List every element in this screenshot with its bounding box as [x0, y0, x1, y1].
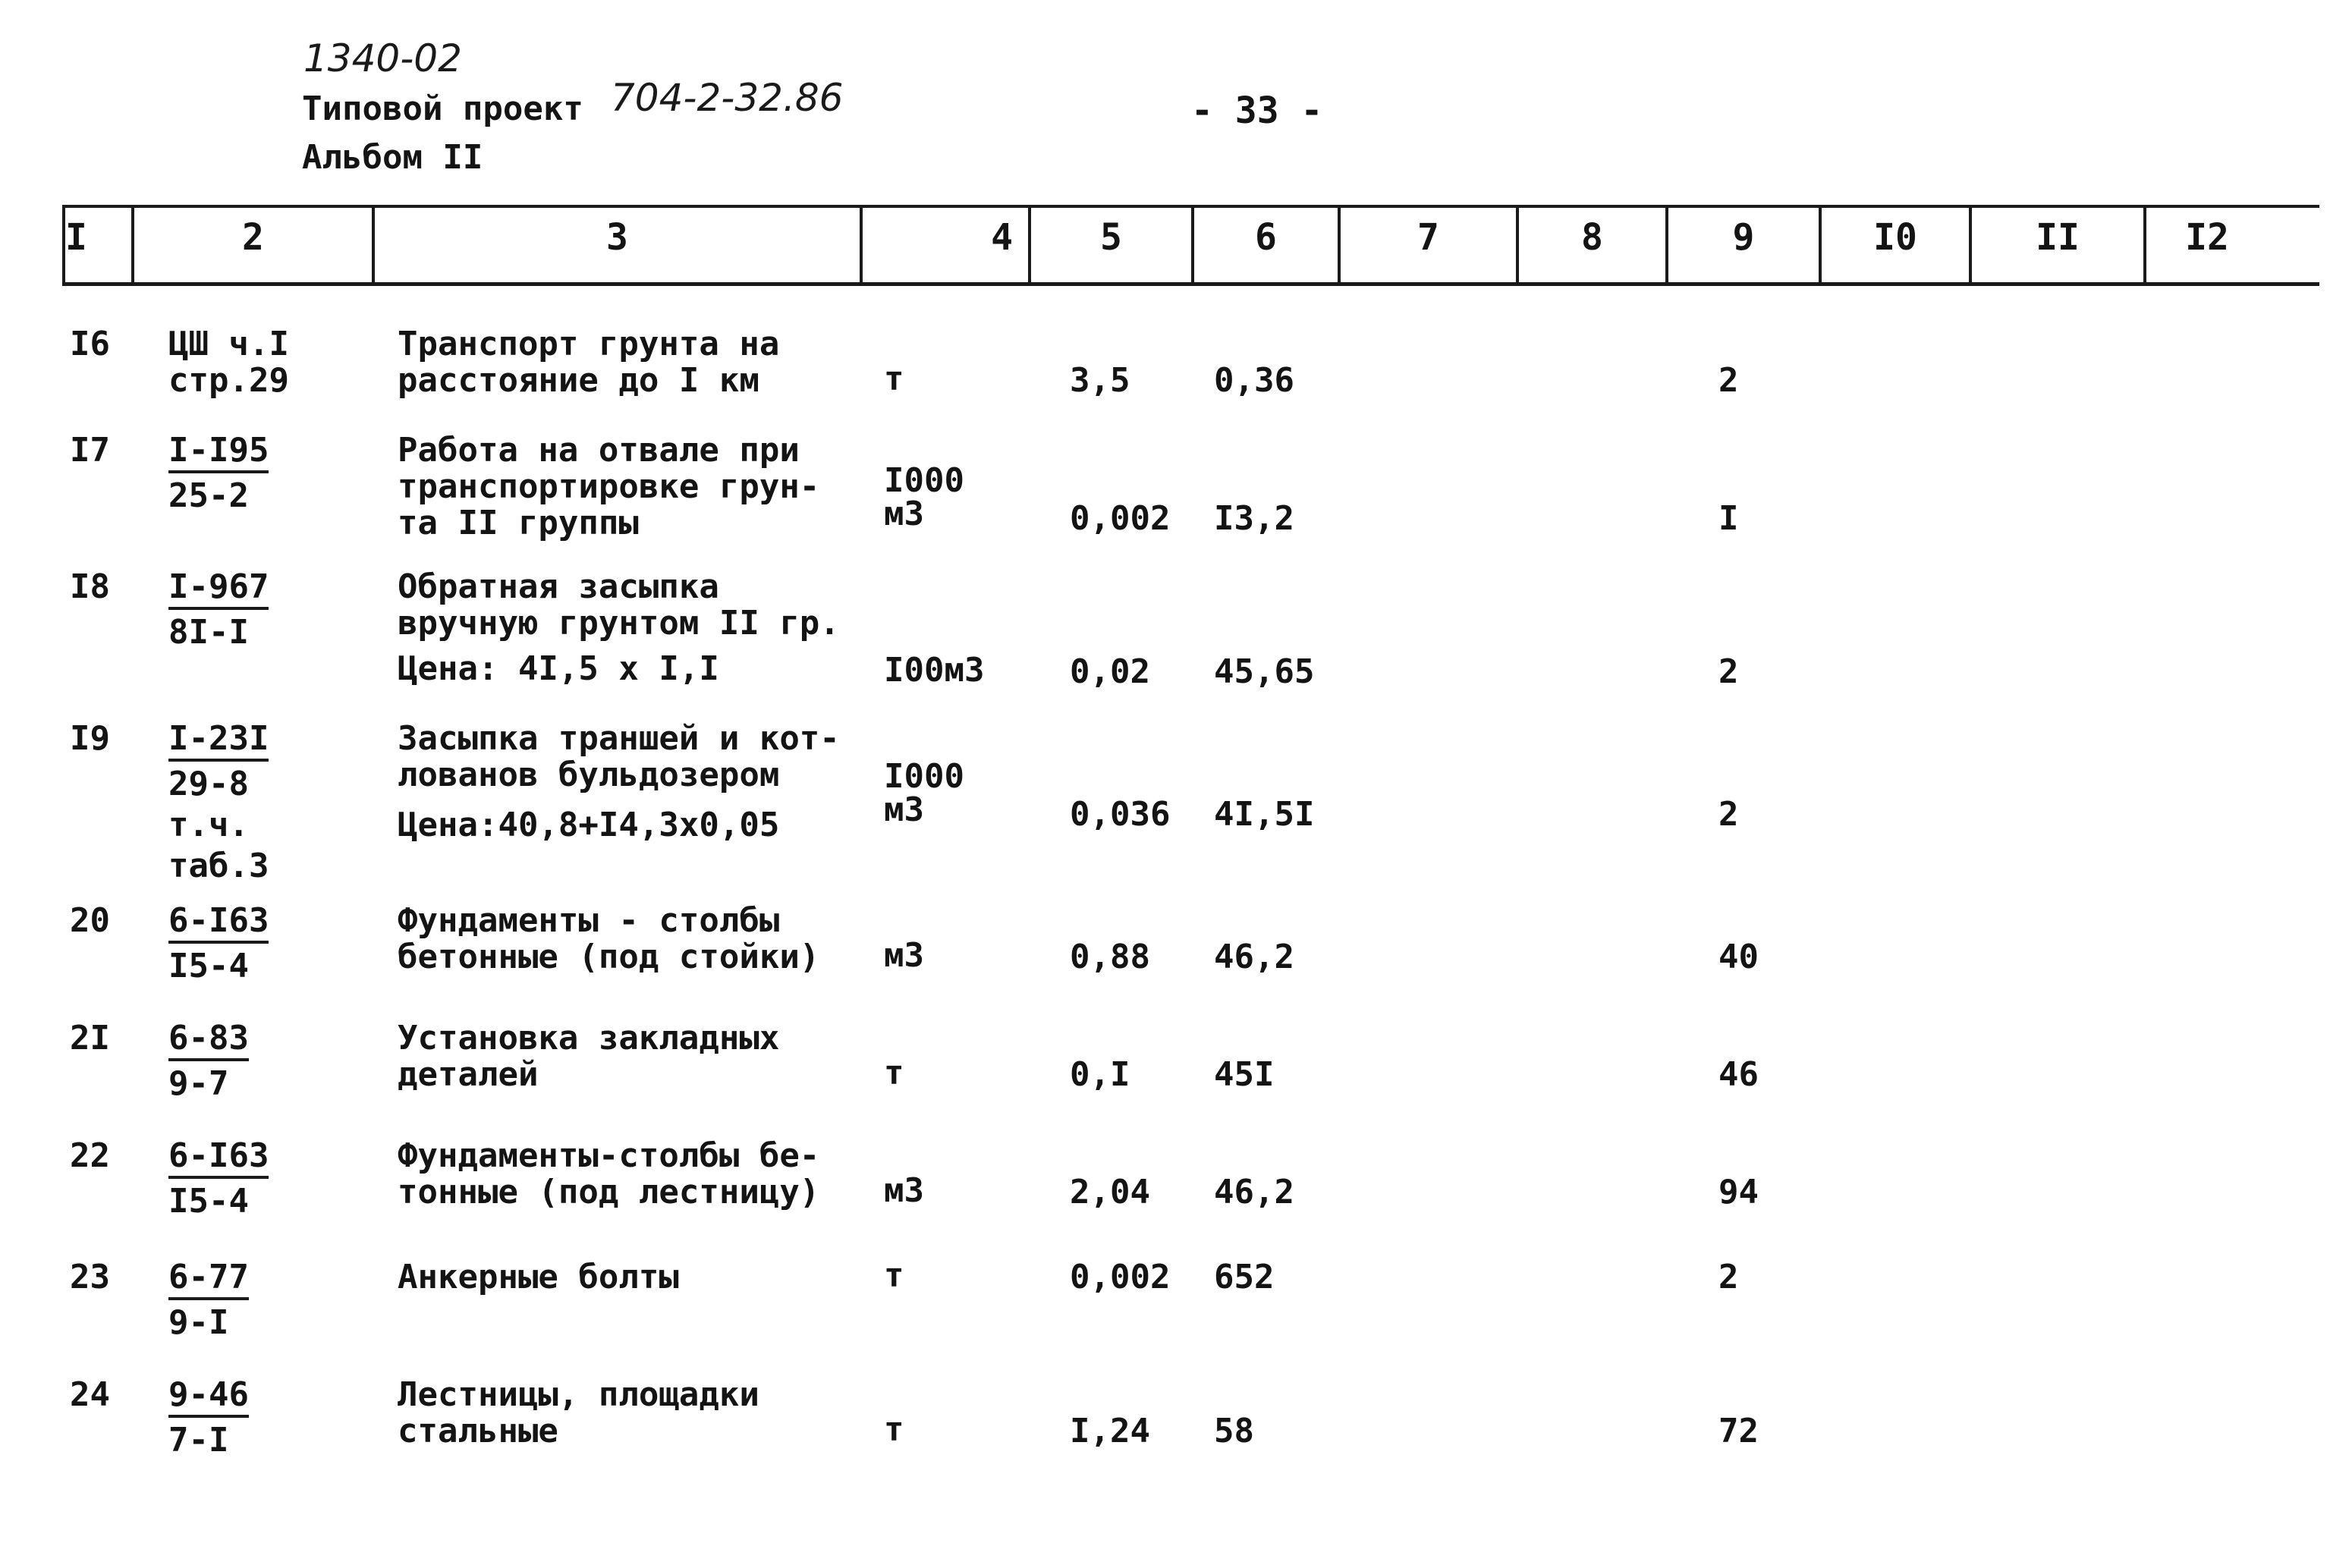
column-9-value: 2 — [1718, 795, 1739, 834]
column-header-6: 6 — [1255, 216, 1277, 259]
column-9-value: 40 — [1718, 938, 1759, 976]
work-description — [398, 1020, 779, 1093]
page-number: - 33 - — [1191, 90, 1323, 132]
norm-code-numerator: I-I95 — [168, 432, 269, 473]
norm-code-denominator: 9-7 — [168, 1064, 229, 1103]
unit-price: 652 — [1214, 1258, 1275, 1296]
norm-code-line: ЦШ ч.I — [168, 325, 289, 363]
norm-code-denominator: т.ч. — [168, 806, 249, 844]
work-description-line: Лестницы, площадки — [398, 1375, 759, 1414]
table-row — [0, 567, 2330, 691]
norm-code — [168, 1377, 249, 1459]
row-number: 20 — [70, 901, 110, 940]
work-description-line: Цена: 4I,5 x I,I — [398, 649, 719, 688]
column-9-value: 72 — [1718, 1412, 1759, 1450]
column-9-value: 2 — [1718, 1258, 1739, 1296]
quantity: I,24 — [1070, 1412, 1150, 1450]
table-row — [0, 326, 2330, 425]
work-description — [398, 326, 779, 399]
column-9-value: 2 — [1718, 361, 1739, 400]
work-description-line: Фундаменты-столбы бе- — [398, 1136, 820, 1175]
work-description-line: бетонные (под стойки) — [398, 938, 820, 976]
quantity: 0,88 — [1070, 938, 1150, 976]
norm-code — [168, 721, 269, 885]
work-description — [398, 1377, 759, 1450]
quantity: 3,5 — [1070, 361, 1130, 400]
work-description-line: расстояние до I км — [398, 361, 759, 400]
column-header-11: II — [2036, 216, 2080, 259]
table-row — [0, 1256, 2330, 1358]
column-header-3: 3 — [606, 216, 628, 259]
doc-code: 1340-02 — [303, 36, 462, 80]
unit: I000 м3 — [884, 461, 964, 533]
work-description-line: Транспорт грунта на — [398, 325, 780, 363]
work-description-line: лованов бульдозером — [398, 756, 780, 794]
quantity: 0,036 — [1070, 795, 1171, 834]
work-description — [398, 903, 819, 976]
quantity: 2,04 — [1070, 1173, 1150, 1211]
work-description — [398, 569, 840, 687]
norm-code — [168, 326, 289, 399]
quantity: 0,002 — [1070, 1258, 1171, 1296]
column-9-value: 2 — [1718, 652, 1739, 691]
column-header-7: 7 — [1417, 216, 1439, 259]
norm-code-denominator: 7-I — [168, 1421, 229, 1460]
norm-code-numerator: 9-46 — [168, 1377, 249, 1418]
column-9-value: 46 — [1718, 1055, 1759, 1094]
row-number: 23 — [70, 1258, 110, 1296]
norm-code-numerator: 6-I63 — [168, 1138, 269, 1179]
row-number: I6 — [70, 325, 110, 363]
unit: т — [884, 1054, 904, 1092]
norm-code-denominator: 8I-I — [168, 613, 249, 652]
norm-code — [168, 1138, 269, 1220]
unit: т — [884, 360, 904, 398]
unit-price: 0,36 — [1214, 361, 1294, 400]
row-number: 2I — [70, 1019, 110, 1057]
row-number: 22 — [70, 1136, 110, 1175]
norm-code-denominator: I5-4 — [168, 947, 249, 985]
norm-code-numerator: I-23I — [168, 721, 269, 762]
work-description — [398, 721, 840, 844]
album-label: Альбом II — [302, 138, 483, 177]
unit-price: 58 — [1214, 1412, 1254, 1450]
table-row — [0, 1377, 2330, 1475]
work-description-line: Установка закладных — [398, 1019, 780, 1057]
quantity: 0,I — [1070, 1055, 1130, 1094]
work-description — [398, 1259, 679, 1296]
norm-code-denominator: таб.3 — [168, 847, 269, 885]
norm-code-denominator: 29-8 — [168, 765, 249, 803]
column-header-1: I — [65, 216, 87, 259]
norm-code-denominator: 25-2 — [168, 476, 249, 515]
unit-price: 4I,5I — [1214, 795, 1315, 834]
column-header-9: 9 — [1732, 216, 1755, 259]
norm-code — [168, 569, 269, 651]
quantity: 0,002 — [1070, 499, 1171, 538]
norm-code-denominator: 9-I — [168, 1303, 229, 1342]
unit-price: 45,65 — [1214, 652, 1315, 691]
unit-price: 45I — [1214, 1055, 1275, 1094]
row-number: I7 — [70, 431, 110, 470]
work-description-line: Засыпка траншей и кот- — [398, 719, 840, 758]
quantity: 0,02 — [1070, 652, 1150, 691]
norm-code — [168, 1259, 249, 1341]
norm-code-denominator: I5-4 — [168, 1182, 249, 1221]
unit-price: I3,2 — [1214, 499, 1294, 538]
work-description-line: Обратная засыпка — [398, 567, 719, 606]
project-label: Типовой проект — [302, 90, 583, 128]
row-number: I8 — [70, 567, 110, 606]
table-row — [0, 1020, 2330, 1119]
unit: I00м3 — [884, 651, 985, 690]
norm-code-numerator: 6-I63 — [168, 903, 269, 944]
column-header-12: I2 — [2185, 216, 2229, 259]
table-row — [0, 1138, 2330, 1236]
norm-code — [168, 432, 269, 514]
work-description-line: Работа на отвале при — [398, 431, 800, 470]
unit: м3 — [884, 936, 924, 975]
table-row — [0, 903, 2330, 1001]
norm-code-numerator: 6-77 — [168, 1259, 249, 1300]
row-number: I9 — [70, 719, 110, 758]
work-description — [398, 432, 819, 542]
work-description-line: Анкерные болты — [398, 1258, 679, 1296]
row-number: 24 — [70, 1375, 110, 1414]
work-description-line: деталей — [398, 1055, 539, 1094]
work-description-line: стальные — [398, 1412, 558, 1450]
column-header-4: 4 — [991, 216, 1013, 259]
column-9-value: I — [1718, 499, 1739, 538]
column-header-8: 8 — [1581, 216, 1603, 259]
column-header-2: 2 — [242, 216, 264, 259]
unit-price: 46,2 — [1214, 1173, 1294, 1211]
work-description-line: та II группы — [398, 504, 639, 542]
work-description-line: Фундаменты - столбы — [398, 901, 780, 940]
column-header-10: I0 — [1873, 216, 1917, 259]
norm-code — [168, 1020, 249, 1102]
unit: I000 м3 — [884, 757, 964, 829]
norm-code-line: стр.29 — [168, 361, 289, 400]
project-number: 704-2-32.86 — [611, 76, 844, 120]
work-description-line: вручную грунтом II гр. — [398, 604, 840, 643]
norm-code-numerator: 6-83 — [168, 1020, 249, 1061]
table-row — [0, 719, 2330, 885]
unit: т — [884, 1256, 904, 1295]
column-9-value: 94 — [1718, 1173, 1759, 1211]
work-description-line: транспортировке грун- — [398, 467, 820, 506]
column-header-5: 5 — [1100, 216, 1122, 259]
unit: т — [884, 1410, 904, 1449]
unit-price: 46,2 — [1214, 938, 1294, 976]
unit: м3 — [884, 1171, 924, 1210]
table-row — [0, 431, 2330, 542]
norm-code-numerator: I-967 — [168, 569, 269, 610]
work-description-line: тонные (под лестницу) — [398, 1173, 820, 1211]
work-description-line: Цена:40,8+I4,3x0,05 — [398, 806, 780, 844]
norm-code — [168, 903, 269, 985]
work-description — [398, 1138, 819, 1211]
